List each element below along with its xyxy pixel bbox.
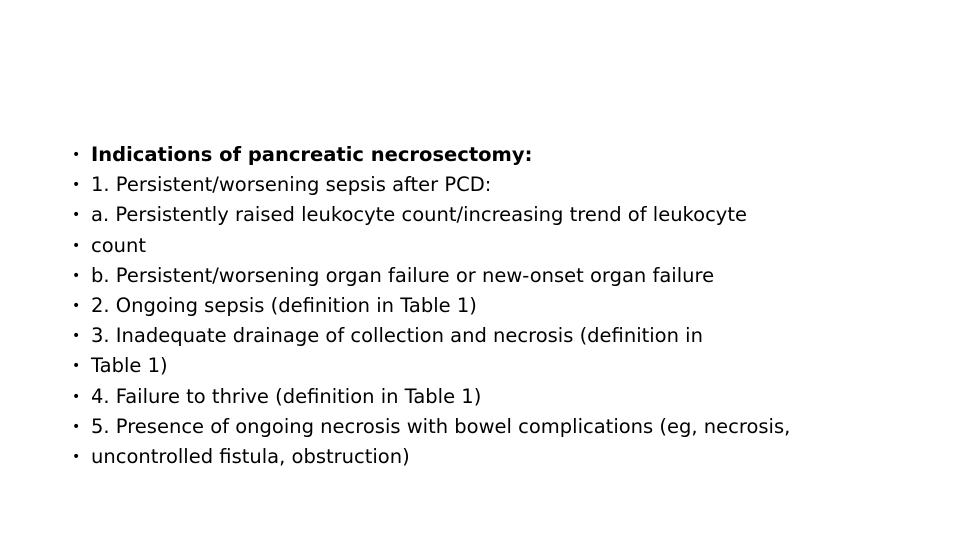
bullet-text: b. Persistent/worsening organ failure or new-onset organ failure: [91, 263, 715, 287]
bullet-text: uncontrolled fistula, obstruction): [91, 444, 410, 468]
bullet-icon: •: [72, 388, 81, 405]
bullet-text: 3. Inadequate drainage of collection and necrosis (definition in: [91, 324, 703, 348]
bullet-item: [72, 291, 932, 321]
bullet-text: 1. Persistent/worsening sepsis after PCD:: [91, 173, 492, 197]
bullet-item: [72, 351, 932, 381]
heading-text: Indications of pancreatic necrosectomy:: [91, 143, 533, 166]
bullet-icon: •: [72, 267, 81, 284]
bullet-icon: •: [72, 328, 81, 345]
bullet-item-heading: [72, 140, 932, 170]
bullet-item: [72, 261, 932, 291]
bullet-text: count: [91, 233, 147, 257]
bullet-icon: •: [72, 207, 81, 224]
bullet-text: Table 1): [91, 354, 168, 378]
bullet-icon: •: [72, 418, 81, 435]
bullet-text: a. Persistently raised leukocyte count/increasing trend of leukocyte: [91, 203, 747, 227]
bullet-text: 4. Failure to thrive (definition in Table 1): [91, 384, 482, 408]
bullet-item: [72, 321, 932, 351]
bullet-item: [72, 200, 932, 230]
bullet-icon: •: [72, 177, 81, 194]
bullet-text: 5. Presence of ongoing necrosis with bowel complications (eg, necrosis,: [91, 414, 791, 438]
bullet-item: [72, 231, 932, 261]
bullet-list: [72, 140, 932, 472]
bullet-icon: •: [72, 297, 81, 314]
bullet-item: [72, 442, 932, 472]
bullet-icon: •: [72, 147, 81, 163]
bullet-item: [72, 170, 932, 200]
bullet-icon: •: [72, 237, 81, 254]
bullet-icon: •: [72, 358, 81, 375]
bullet-item: [72, 382, 932, 412]
bullet-item: [72, 412, 932, 442]
bullet-text: 2. Ongoing sepsis (definition in Table 1): [91, 293, 477, 317]
bullet-icon: •: [72, 448, 81, 465]
